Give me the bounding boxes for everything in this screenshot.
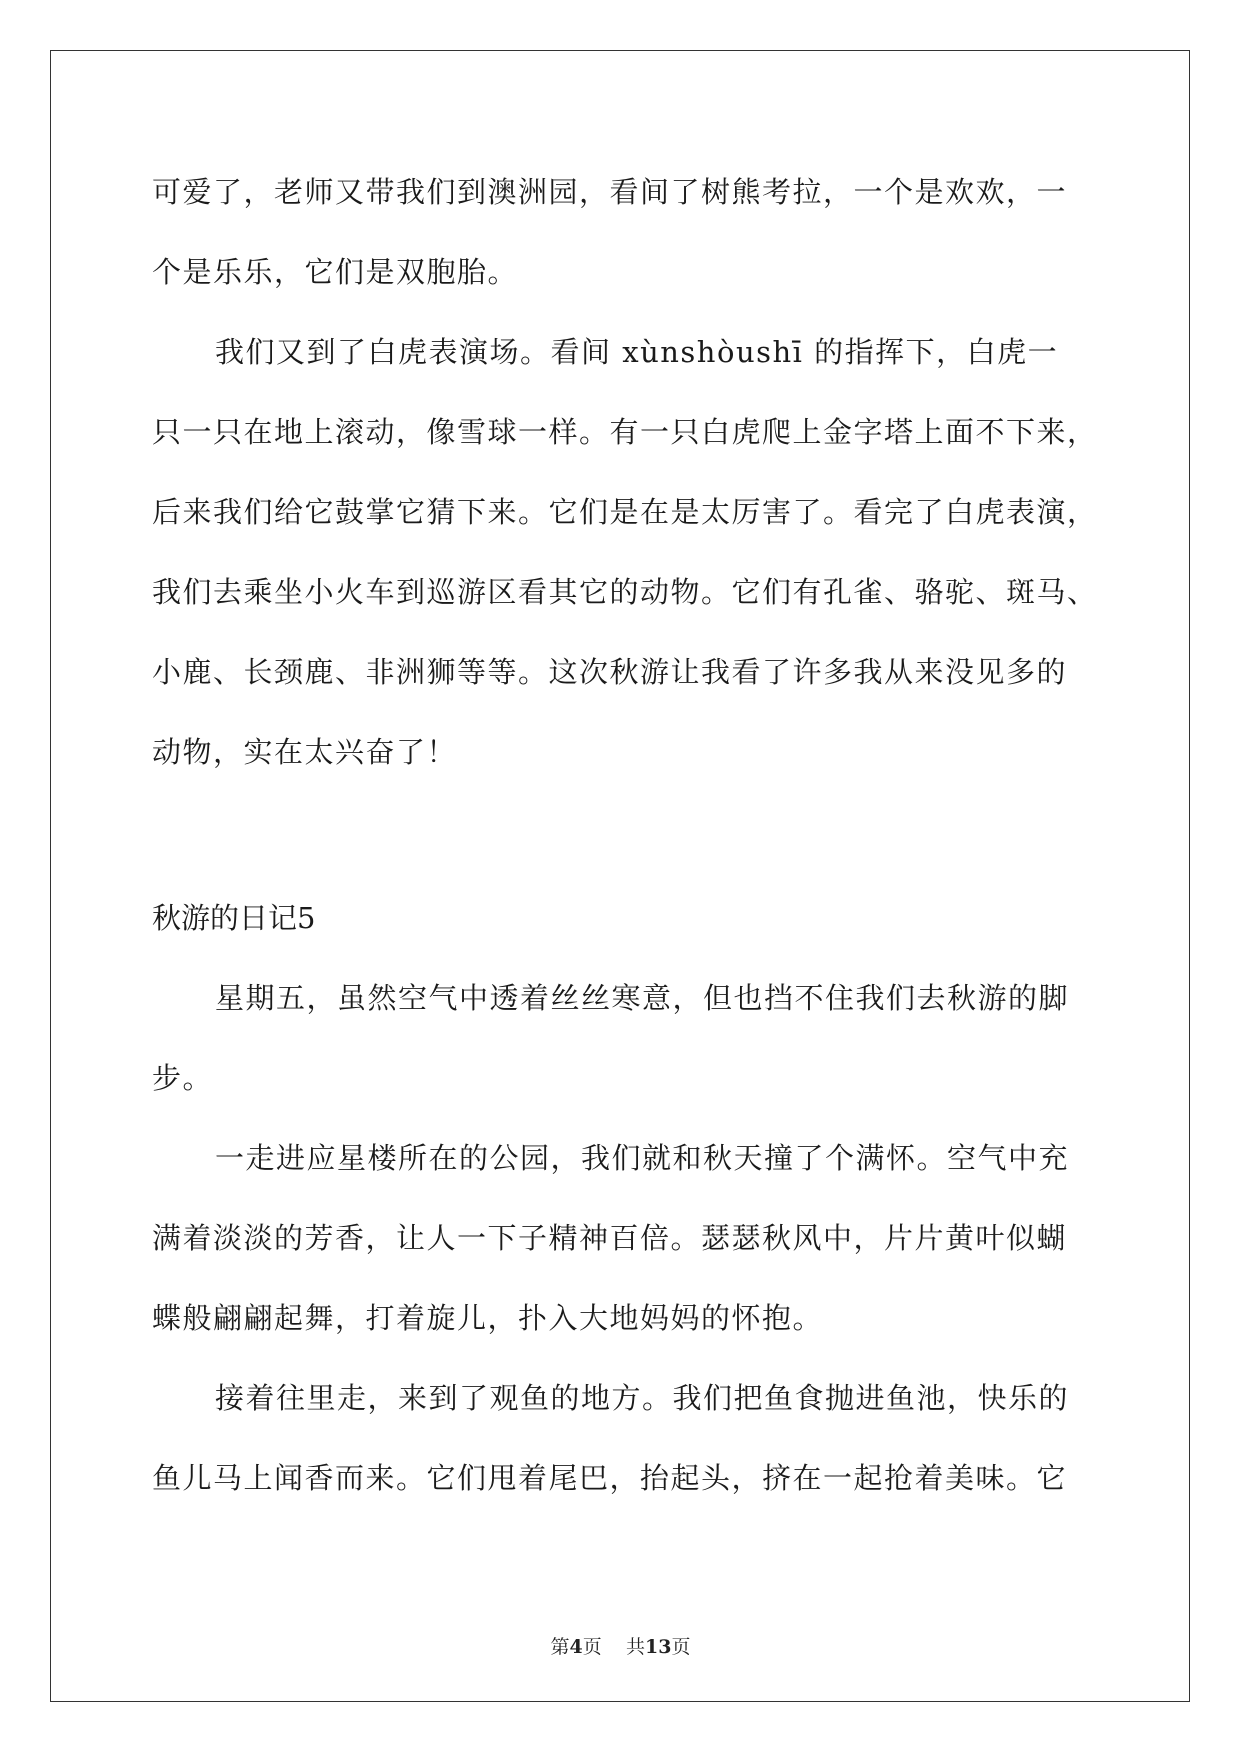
document-body <box>152 152 1098 1518</box>
text-line: 接着往里走，来到了观鱼的地方。我们把鱼食抛进鱼池，快乐的 <box>215 1381 1070 1415</box>
text-line: 蝶般翩翩起舞，打着旋儿，扑入大地妈妈的怀抱。 <box>152 1301 824 1335</box>
total-suffix: 页 <box>671 1636 691 1658</box>
text-line: 星期五，虽然空气中透着丝丝寒意，但也挡不住我们去秋游的脚 <box>215 981 1070 1015</box>
text-line: 后来我们给它鼓掌它猜下来。它们是在是太厉害了。看完了白虎表演， <box>152 495 1098 529</box>
text-line: 步。 <box>152 1061 214 1095</box>
text-line: 我们又到了白虎表演场。看间 xùnshòushī 的指挥下，白虎一 <box>215 335 1059 369</box>
text-line: 可爱了，老师又带我们到澳洲园，看间了树熊考拉，一个是欢欢，一 <box>152 175 1068 209</box>
text-line: 一走进应星楼所在的公园，我们就和秋天撞了个满怀。空气中充 <box>215 1141 1070 1175</box>
page-number: 4 <box>569 1636 583 1658</box>
text-line: 小鹿、长颈鹿、非洲狮等等。这次秋游让我看了许多我从来没见多的 <box>152 655 1068 689</box>
section-heading: 秋游的日记5 <box>152 901 316 935</box>
page-prefix: 第 <box>550 1636 570 1658</box>
text-line: 鱼儿马上闻香而来。它们甩着尾巴，抬起头，挤在一起抢着美味。它 <box>152 1461 1068 1495</box>
text-line: 动物，实在太兴奋了！ <box>152 735 458 769</box>
text-line: 个是乐乐，它们是双胞胎。 <box>152 255 519 289</box>
text-line: 满着淡淡的芳香，让人一下子精神百倍。瑟瑟秋风中，片片黄叶似蝴 <box>152 1221 1068 1255</box>
total-prefix: 共 <box>625 1636 645 1658</box>
page-suffix: 页 <box>582 1636 602 1658</box>
text-line: 我们去乘坐小火车到巡游区看其它的动物。它们有孔雀、骆驼、斑马、 <box>152 575 1098 609</box>
text-line: 只一只在地上滚动，像雪球一样。有一只白虎爬上金字塔上面不下来， <box>152 415 1098 449</box>
page-footer <box>0 1632 1241 1659</box>
section-gap <box>152 792 1092 878</box>
total-pages: 13 <box>644 1636 672 1658</box>
